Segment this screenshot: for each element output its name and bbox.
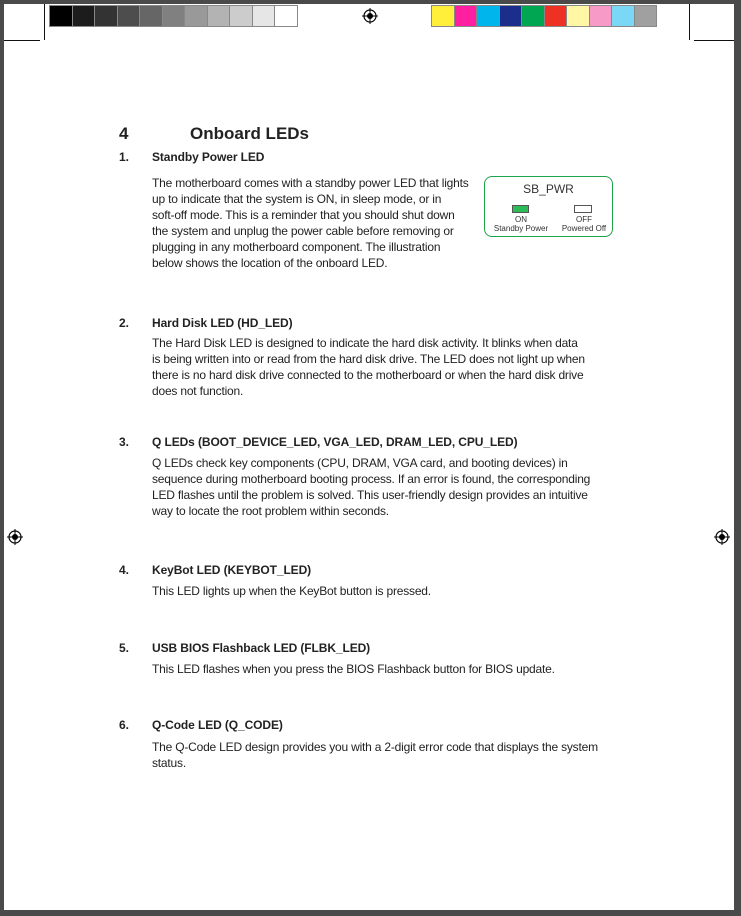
gray-swatch <box>230 5 253 27</box>
grayscale-calibration-bar <box>49 5 298 27</box>
section-title: Hard Disk LED (HD_LED) <box>152 316 293 330</box>
body-line: The Hard Disk LED is designed to indicate the hard disk activity. It blinks when data <box>152 336 578 350</box>
body-line: sequence during motherboard booting process. If an error is found, the corresponding <box>152 472 591 486</box>
body-line: soft-off mode. This is a reminder that you should shut down <box>152 208 455 222</box>
body-line: LED flashes until the problem is solved. This user-friendly design provides an intuitive <box>152 488 588 502</box>
off-description: Powered Off <box>561 224 607 233</box>
section-body <box>152 175 469 271</box>
body-line: does not function. <box>152 384 244 398</box>
gray-swatch <box>253 5 276 27</box>
body-line: up to indicate that the system is ON, in sleep mode, or in <box>152 192 442 206</box>
section-title: Standby Power LED <box>152 150 265 164</box>
gray-swatch <box>73 5 96 27</box>
color-swatch <box>500 5 523 27</box>
body-line: This LED flashes when you press the BIOS Flashback button for BIOS update. <box>152 662 555 676</box>
gray-swatch <box>208 5 231 27</box>
registration-mark-icon <box>362 8 378 24</box>
gray-swatch <box>275 5 298 27</box>
led-off-indicator <box>574 205 592 213</box>
off-state-text: OFF <box>576 215 592 224</box>
body-line: This LED lights up when the KeyBot button is pressed. <box>152 584 431 598</box>
crop-mark <box>694 40 734 41</box>
color-swatch <box>522 5 545 27</box>
body-line: is being written into or read from the hard disk drive. The LED does not light up when <box>152 352 585 366</box>
gray-swatch <box>50 5 73 27</box>
body-line: plugging in any motherboard component. The illustration <box>152 240 441 254</box>
color-swatch <box>590 5 613 27</box>
section-title: USB BIOS Flashback LED (FLBK_LED) <box>152 641 371 655</box>
section-body <box>152 583 431 599</box>
section-number: 4. <box>119 563 130 577</box>
section-body <box>152 661 555 677</box>
color-swatch <box>432 5 455 27</box>
section-title: Q-Code LED (Q_CODE) <box>152 718 283 732</box>
on-description: Standby Power <box>493 224 549 233</box>
gray-swatch <box>118 5 141 27</box>
section-body <box>152 739 598 771</box>
led-on-indicator <box>512 205 529 213</box>
gray-swatch <box>163 5 186 27</box>
sb-pwr-led-diagram <box>484 176 613 237</box>
color-calibration-bar <box>431 5 657 27</box>
registration-mark-icon <box>7 529 23 545</box>
chapter-title: Onboard LEDs <box>190 124 310 143</box>
body-line: the system and unplug the power cable before removing or <box>152 224 454 238</box>
body-line: there is no hard disk drive connected to the motherboard or when the hard disk drive <box>152 368 584 382</box>
registration-mark-icon <box>714 529 730 545</box>
crop-mark <box>44 4 45 40</box>
body-line: Q LEDs check key components (CPU, DRAM, VGA card, and booting devices) in <box>152 456 568 470</box>
body-line: below shows the location of the onboard LED. <box>152 256 388 270</box>
led-on-label <box>499 215 543 224</box>
section-body <box>152 335 585 399</box>
crop-mark <box>689 4 690 40</box>
manual-page <box>4 4 734 910</box>
led-off-label <box>563 215 605 224</box>
section-number: 2. <box>119 316 130 330</box>
section-title: KeyBot LED (KEYBOT_LED) <box>152 563 312 577</box>
body-line: way to locate the root problem within seconds. <box>152 504 389 518</box>
section-number: 1. <box>119 150 130 164</box>
section-number: 3. <box>119 435 130 449</box>
gray-swatch <box>95 5 118 27</box>
on-state-text: ON <box>515 215 527 224</box>
section-title: Q LEDs (BOOT_DEVICE_LED, VGA_LED, DRAM_LED, CPU_LED) <box>152 435 518 449</box>
gray-swatch <box>140 5 163 27</box>
section-body <box>152 455 590 519</box>
section-number: 6. <box>119 718 130 732</box>
section-number: 5. <box>119 641 130 655</box>
crop-mark <box>4 40 40 41</box>
color-swatch <box>477 5 500 27</box>
gray-swatch <box>185 5 208 27</box>
color-swatch <box>635 5 658 27</box>
chapter-number: 4 <box>119 124 129 143</box>
color-swatch <box>455 5 478 27</box>
diagram-title: SB_PWR <box>523 182 574 196</box>
color-swatch <box>567 5 590 27</box>
color-swatch <box>612 5 635 27</box>
color-swatch <box>545 5 568 27</box>
body-line: The motherboard comes with a standby power LED that lights <box>152 176 469 190</box>
body-line: status. <box>152 756 186 770</box>
body-line: The Q-Code LED design provides you with a 2-digit error code that displays the system <box>152 740 598 754</box>
